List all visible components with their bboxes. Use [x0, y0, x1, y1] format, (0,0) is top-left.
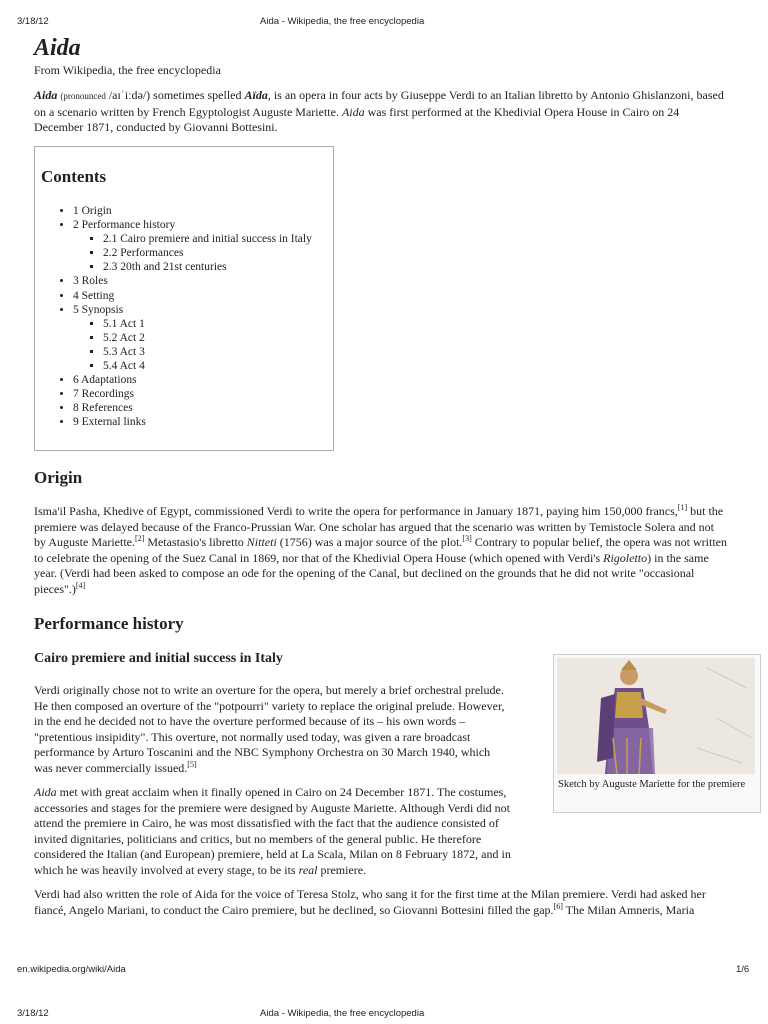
ref-5[interactable]: [5] — [187, 759, 197, 769]
intro-term: Aida — [34, 88, 58, 102]
toc-link[interactable]: 4 Setting — [73, 289, 115, 302]
print-page-number: 1/6 — [736, 964, 750, 975]
figure-caption: Sketch by Auguste Mariette for the premiere — [558, 779, 746, 790]
tagline: From Wikipedia, the free encyclopedia — [34, 63, 221, 77]
toc-list — [73, 204, 312, 430]
toc-item[interactable] — [73, 387, 312, 401]
origin-paragraph: Isma'il Pasha, Khedive of Egypt, commissioned Verdi to write the opera for performance in January 1871, paying him 150,000 francs,[1] but the premiere was delayed because of the Franco-Prussian War. One scholar has argued that the scenario was written by Temistocle Solera and not by Auguste Mariette.[2] Metastasio's libretto Nitteti (1756) was a major source of the plot.[3] Contrary to popular belief, the opera was not written to celebrate the opening of the Suez Canal in 1869, nor that of the Khedivial Opera House (which opened with Verdi's Rigoletto) in the same year. (Verdi had been asked to compose an ode for the opening of the Canal, but declined on the grounds that he did not write "occasional pieces".)[4] — [34, 503, 728, 596]
toc-item[interactable] — [73, 373, 312, 387]
stolz-paragraph: Verdi had also written the role of Aida for the voice of Teresa Stolz, who sang it for the first time at the Milan premiere. Verdi had asked her fiancé, Angelo Mariani, to conduct the Cairo premiere, but he declined, so Giovanni Bottesini filled the gap.[6] The Milan Amneris, Maria — [34, 887, 706, 917]
toc-subitem[interactable] — [103, 345, 312, 359]
toc-link[interactable]: 7 Recordings — [73, 388, 135, 401]
toc-title: Contents — [41, 167, 107, 186]
page-title: Aida — [34, 35, 81, 61]
next-print-date: 3/18/12 — [17, 1008, 49, 1019]
ipa-link[interactable]: /aɪˈiːdə/) — [108, 88, 151, 102]
alt-spelling: Aïda — [244, 88, 268, 102]
toc-subitem[interactable] — [103, 331, 312, 345]
intro-paragraph: Aida (pronounced /aɪˈiːdə/) sometimes spelled Aïda, is an opera in four acts by Giuseppe Verdi to an Italian libretto by Antonio Ghislanzoni, based on a scenario written by French Egyptologist Auguste Mariette. Aida was first performed at the Khedivial Opera House in Cairo on 24 December 1871, conducted by Giovanni Bottesini. — [34, 88, 724, 134]
toc-item[interactable] — [73, 218, 312, 274]
ref-1[interactable]: [1] — [677, 503, 688, 512]
toc-item[interactable] — [73, 415, 312, 429]
toc-link[interactable]: 9 External links — [73, 416, 146, 429]
toc-sublist — [103, 317, 312, 373]
mariette-sketch-image[interactable] — [557, 658, 755, 774]
acclaim-paragraph: Aida met with great acclaim when it finally opened in Cairo on 24 December 1871. The costumes, accessories and stages for the premiere were designed by Auguste Mariette. Although Verdi did not attend the premiere in Cairo, he was most dissatisfied with the fact that the audience consisted of invited dignitaries, politicians and critics, but no members of the general public. He therefore considered the Italian (and European) premiere, held at La Scala, Milan on 8 February 1872, and in which he was heavily involved at every stage, to be its real premiere. — [34, 785, 511, 877]
ref-3[interactable]: [3] — [462, 534, 472, 543]
ref-4[interactable]: [4] — [75, 580, 86, 590]
print-date: 3/18/12 — [17, 16, 49, 27]
table-of-contents — [34, 146, 334, 451]
toc-subitem[interactable] — [103, 359, 312, 373]
toc-link[interactable]: 3 Roles — [73, 275, 108, 288]
toc-subitem[interactable] — [103, 260, 312, 274]
toc-item[interactable] — [73, 401, 312, 415]
ref-6[interactable]: [6] — [553, 901, 563, 911]
toc-item[interactable] — [73, 303, 312, 373]
print-url: en.wikipedia.org/wiki/Aida — [17, 964, 126, 975]
toc-sublink[interactable]: 5.3 Act 3 — [103, 345, 145, 358]
figure-thumbnail — [553, 654, 761, 813]
ref-2[interactable]: [2] — [134, 534, 145, 543]
toc-sublink[interactable]: 2.2 Performances — [103, 247, 184, 260]
heading-cairo-premiere: Cairo premiere and initial success in Italy — [34, 651, 283, 666]
toc-link[interactable]: 2 Performance history — [73, 219, 176, 232]
toc-link[interactable]: 1 Origin — [73, 205, 112, 217]
toc-link[interactable]: 8 References — [73, 402, 133, 415]
next-print-title: Aida - Wikipedia, the free encyclopedia — [260, 1008, 425, 1019]
overture-paragraph: Verdi originally chose not to write an overture for the opera, but merely a brief orchestral prelude. He then composed an overture of the "potpourri" variety to replace the original prelude. However, in the end he decided not to have the overture performed because of its – his own words – "pretentious insipidity". This overture, not normally used today, was given a rare broadcast performance by Arturo Toscanini and the NBC Symphony Orchestra on 30 March 1940, which was never commercially issued.[5] — [34, 683, 505, 775]
toc-link[interactable]: 5 Synopsis — [73, 303, 124, 316]
toc-sublink[interactable]: 5.2 Act 2 — [103, 331, 145, 344]
costume-sketch-illustration — [557, 658, 755, 774]
toc-item[interactable] — [73, 289, 312, 303]
toc-subitem[interactable] — [103, 317, 312, 331]
toc-sublist — [103, 232, 312, 274]
toc-sublink[interactable]: 5.4 Act 4 — [103, 360, 145, 373]
heading-performance-history: Performance history — [34, 614, 184, 633]
toc-subitem[interactable] — [103, 246, 312, 260]
print-title: Aida - Wikipedia, the free encyclopedia — [260, 16, 425, 27]
toc-item[interactable] — [73, 274, 312, 288]
toc-sublink[interactable]: 5.1 Act 1 — [103, 317, 145, 330]
article-page — [34, 34, 762, 917]
toc-link[interactable]: 6 Adaptations — [73, 374, 137, 387]
toc-sublink[interactable]: 2.3 20th and 21st centuries — [103, 261, 227, 274]
toc-sublink[interactable]: 2.1 Cairo premiere and initial success in Italy — [103, 233, 312, 246]
pronounced-label: (pronounced — [60, 91, 106, 101]
toc-item[interactable] — [73, 204, 312, 218]
toc-subitem[interactable] — [103, 232, 312, 246]
heading-origin: Origin — [34, 468, 83, 487]
